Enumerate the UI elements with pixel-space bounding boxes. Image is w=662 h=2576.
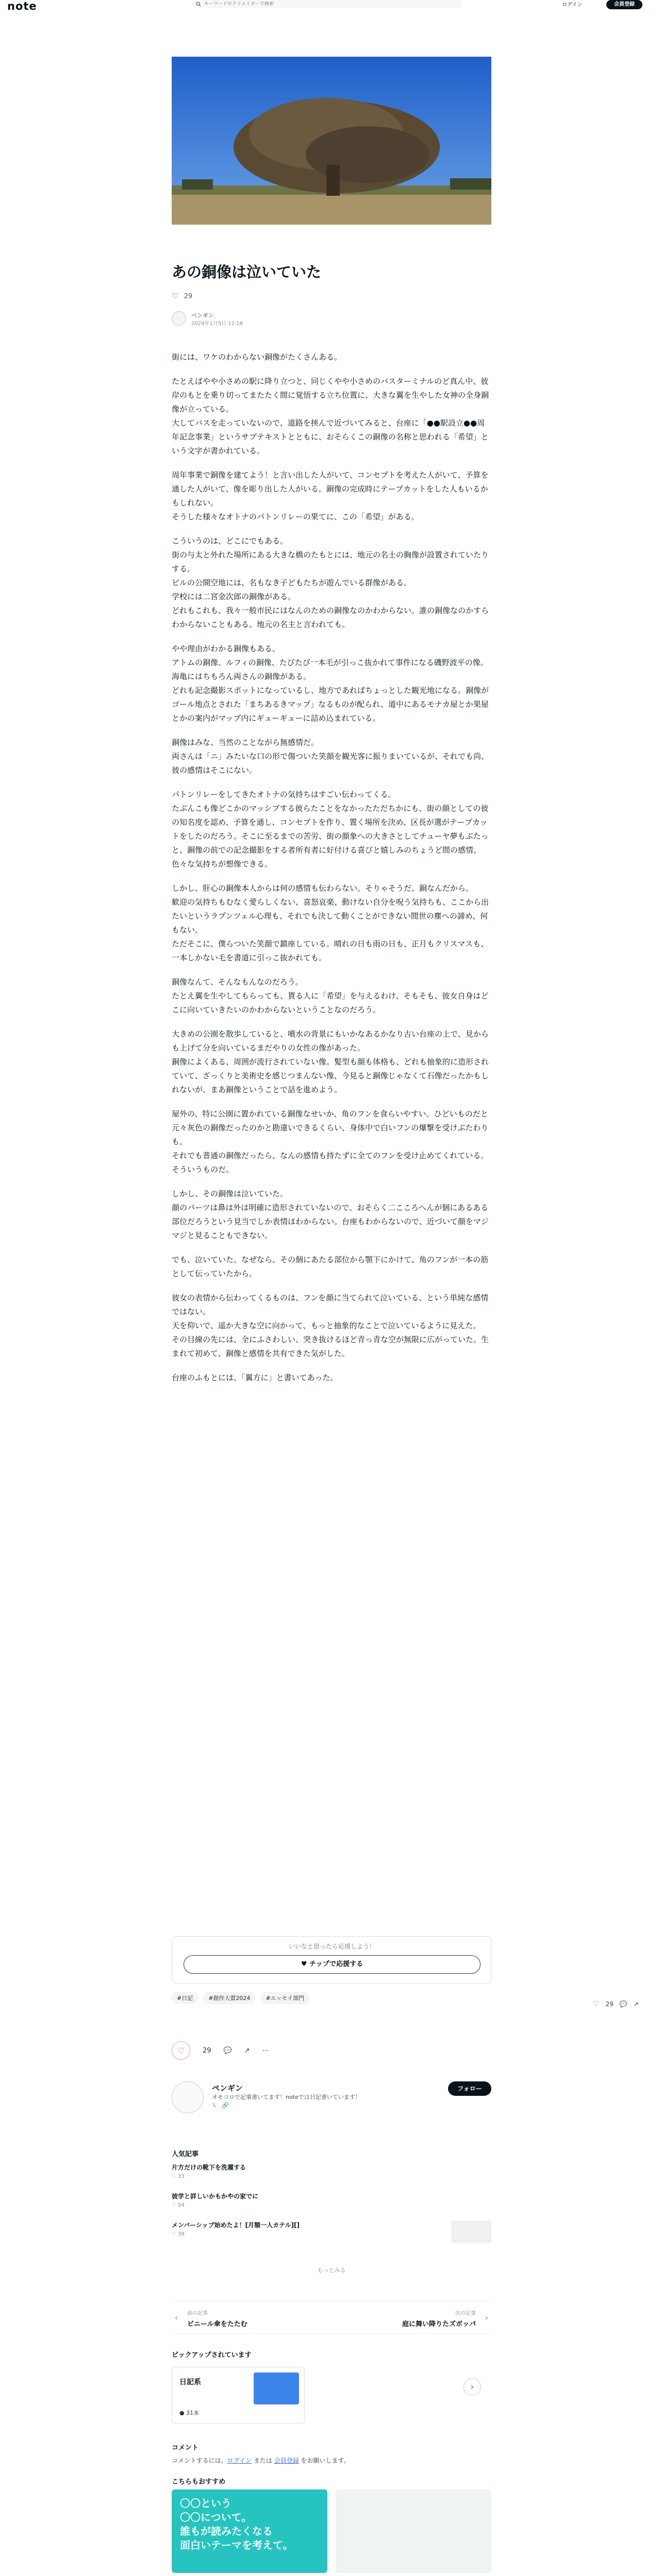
prev-label: 前の記事: [187, 2311, 208, 2316]
card-thumbnail-text: 〇〇という 〇〇について。 誰もが読みたくなる 面白いテーマを考えて。: [180, 2497, 293, 2551]
author-meta: [172, 311, 491, 328]
more-link[interactable]: もっとみる: [317, 2267, 346, 2274]
chevron-left-icon[interactable]: ‹: [175, 2313, 178, 2323]
article-paragraph: たとえばやや小さめの駅に降り立つと、同じくやや小さめのバスターミナルのど真ん中、彼岸のもとを乗り切ってまたたく間に覚悟する立ち位置に、大きな翼を生やした女神の全身銅像が立っている。 大してバスを走っていないので、道路を挟んで近づいてみると、台座に「●●駅設立●●周年記念事業」というサブテキストとともに、おそらくこの銅像の名称と思われる「希望」という文字が書かれている。: [172, 377, 489, 455]
tree-photo-icon: [172, 57, 491, 225]
comment-signup-link[interactable]: 会員登録: [274, 2457, 299, 2464]
heart-icon[interactable]: ♡: [172, 292, 179, 301]
pickup-heading: ピックアップされています: [172, 2351, 252, 2359]
article-paragraph: 周年事業で銅像を建てよう！と言い出した人がいて、コンセプトを考えた人がいて、予算を通した人がいて、像を彫り出した人がいる。銅像の完成時にテープカットをした人もいるかもしれない。 そうした様々なオトナのパトンリレーの果てに、この「希望」がある。: [172, 470, 489, 521]
article-paragraph: 屋外の、特に公園に置かれている銅像なせいか、角のフンを食らいやすい。ひどいものだと元々灰色の銅像だったのかと勘違いできるくらい、身体中で白いフンの爆撃を受けぶたわりも。 それでも普通の銅像だったら、なんの感情も持たずに全てのフンを受け止めてくれている。そういうものだ。: [172, 1109, 489, 1174]
heart-icon: ♡: [172, 2202, 178, 2208]
article-title: あの銅像は泣いていた: [172, 263, 322, 281]
action-like-count: 29: [203, 2046, 211, 2055]
avatar[interactable]: [172, 2081, 204, 2113]
support-text: いいなと思ったら応援しよう！: [288, 1943, 375, 1950]
like-button[interactable]: [172, 2041, 190, 2060]
comment-icon[interactable]: 💬: [223, 2046, 232, 2055]
list-item[interactable]: [172, 2163, 491, 2179]
author-name[interactable]: ペンギン: [191, 312, 214, 319]
list-item[interactable]: [172, 2221, 491, 2237]
heart-icon[interactable]: ♡: [593, 2000, 600, 2008]
article-paragraph: パトンリレーをしてきたオトナの気持ちはすごい伝わってくる。 たぶんこも像どこかのマッシブする彼らたことをなかったただちかにも、街の顔としての彼の知名度を認め、予算を通し、コンセプトを作り、置く場所を決め、区長が選がテープカットをしたのだろう。そこに至るまでの苦労、街の顔象への大きさとしてチューヤ夢もぶたっと、銅像の前での記念撮影をする者所有者に好付ける喜びと嬉しみのちょうど間の感情、色々な気持ちが想像できる。: [172, 790, 489, 869]
article-paragraph: 大きめの公園を散歩していると、噴水の背景にもいかなあるかなり古い台座の上で、見からも上げて分を向いているまだやりの女性の像があった。 銅像によくある、周囲が流行されていない像。髪型も顔も体格も、どれも抽象的に造形されていて、ざっくりと美術史を感じつまんない像、今見ると銅像じゃなくて石像だったかもしれないが、まあ銅像ということで話を進めよう。: [172, 1029, 489, 1094]
list-item[interactable]: [172, 2192, 491, 2208]
search-bar[interactable]: [192, 0, 462, 8]
comment-heading: コメント: [172, 2444, 199, 2452]
prev-article[interactable]: [187, 2309, 247, 2328]
article-body: [172, 350, 491, 1395]
comment-login-link[interactable]: ログイン: [227, 2457, 252, 2464]
tag[interactable]: #日記: [172, 1992, 198, 2004]
article-card[interactable]: [172, 2489, 327, 2576]
chevron-right-icon: ›: [470, 2382, 474, 2392]
prev-title[interactable]: ビニール傘をたたむ: [187, 2320, 247, 2328]
article-card[interactable]: [336, 2489, 491, 2576]
heart-icon: ♡: [177, 2045, 185, 2056]
tag-list: [172, 1992, 491, 2004]
profile-name[interactable]: ペンギン: [212, 2083, 243, 2093]
card-thumbnail[interactable]: [172, 2489, 327, 2573]
support-box: [172, 1936, 491, 1984]
search-icon: [196, 2, 201, 7]
like-count: 29: [184, 292, 192, 300]
comment-prompt: コメントするには、ログイン または 会員登録 をお願いします。: [172, 2457, 350, 2464]
tag[interactable]: #創作大賞2024: [203, 1992, 255, 2004]
magazine-card[interactable]: [172, 2367, 305, 2424]
heart-icon: ♡: [172, 2231, 178, 2237]
article-paragraph: 街には、ワケのわからない銅像がたくさんある。: [172, 352, 342, 362]
tag[interactable]: #エッセイ部門: [260, 1992, 309, 2004]
carousel-next-button[interactable]: [464, 2378, 481, 2396]
float-like-count: 29: [605, 2001, 614, 2008]
signup-button[interactable]: 会員登録: [606, 0, 642, 9]
profile-bio: オモコロで記事書いてます！noteでは日記書いています！: [212, 2094, 361, 2100]
share-icon[interactable]: ↗: [633, 2001, 639, 2008]
avatar: ●: [179, 2410, 187, 2416]
share-icon[interactable]: ↗: [244, 2046, 250, 2055]
recommend-heading: こちらもおすすめ: [172, 2478, 226, 2486]
popular-list: [172, 2163, 491, 2261]
link-icon[interactable]: 🔗: [222, 2102, 229, 2109]
popular-title[interactable]: メンバーシップ始めたよ！[月額一人カテル][]: [172, 2222, 300, 2229]
popular-heading: 人気記事: [172, 2150, 199, 2158]
heart-icon: ♡: [172, 2174, 178, 2179]
search-input[interactable]: [204, 2, 452, 7]
popular-count: 38: [178, 2231, 185, 2237]
comment-icon[interactable]: 💬: [619, 2001, 627, 2008]
more-icon[interactable]: ⋯: [262, 2046, 269, 2055]
article-paragraph: 彼女の表情から伝わってくるものは、フンを顔に当てられて泣いている、という単純な感情ではない。 天を仰いで、遥か大きな空に向かって、もっと抽象的なことで泣いているように見えた。 その目線の先には、全にふさわしい、突き抜けるほど青っ青な空が無限に広がっていた。生まれて初めて、銅像と感情を共有できた気がした。: [172, 1293, 489, 1358]
site-header: [0, 0, 662, 13]
social-links: [212, 2102, 229, 2109]
follow-button[interactable]: フォロー: [448, 2081, 491, 2096]
next-label: 次の記事: [455, 2311, 476, 2316]
popular-thumbnail[interactable]: [451, 2221, 491, 2243]
tip-button[interactable]: [184, 1955, 481, 1974]
article-paragraph: しかし、その銅像は泣いていた。 顔のパーツは鼻は外は明確に造形されていないので、おそらく二こころへんが個にあるある部位だろうという見当でしか表情はわからない。台座もわからないので、近づいて顔をマジマジと見ることもできない。: [172, 1189, 489, 1240]
tip-button-label: チップで応援する: [309, 1960, 363, 1968]
magazine-thumbnail: [254, 2372, 299, 2404]
x-icon[interactable]: 𝕏: [212, 2102, 217, 2109]
popular-count: 33: [178, 2174, 185, 2179]
tip-icon: ♥: [301, 1960, 310, 1968]
avatar[interactable]: [172, 311, 186, 326]
popular-title[interactable]: 彼学と詳しいかもかやの家でに: [172, 2193, 259, 2200]
magazine-title: 日記系: [179, 2378, 201, 2386]
login-link[interactable]: ログイン: [562, 2, 583, 8]
action-bar: [172, 2041, 491, 2060]
like-count-top: [172, 292, 491, 301]
popular-count: 54: [178, 2202, 185, 2208]
chevron-right-icon[interactable]: ›: [485, 2313, 488, 2323]
author-profile: [172, 2081, 491, 2121]
post-date: 2024年1月5日 12:18: [191, 321, 243, 327]
article-paragraph: 台座のふもとには、「翼方に」と書いてあった。: [172, 1373, 338, 1382]
magazine-count: ● 31本: [179, 2410, 200, 2416]
article-paragraph: でも、泣いていた。なぜなら、その個にあたる部位から顎下にかけて、角のフンが一本の筋として伝っていたから。: [172, 1255, 489, 1278]
popular-title[interactable]: 片方だけの靴下を洗濯する: [172, 2164, 246, 2171]
floating-actions: [593, 2000, 639, 2008]
article-paragraph: しかし、肝心の銅像本人からは何の感情も伝わらない。そりゃそうだ、銅なんだから。 歓迎の気持ちもむなく愛らしくない、喜怒哀楽、動けない自分を呪う気持ちも、ここから出たいというラプンツェル心理も、それでも決して動くことができない間世の塵への諦め、何もない。 ただそこに、僕らついた笑顔で鎮座している。晴れの日も雨の日も、正月もクリスマスも、一本しかない毛を書道に引っこ抜かれても。: [172, 884, 489, 962]
article-paragraph: こういうのは、どこにでもある。 街の与太と外れた場所にある大きな橋のたもとには、地元の名士の胸像が設置されていたりする。 ビルの公開空地には、名もなき子どもたちが遊んでいる群像がある。 学校には二宮金次郎の銅像がある。 どれもこれも、我々一般市民にはなんのための銅像なのかわからない。誰の銅像なのかすらわからないこともある。地元の名主と言われても。: [172, 536, 489, 629]
card-thumbnail[interactable]: [336, 2489, 491, 2573]
article-paragraph: 銅像はみな、当然のことながら無感情だ。 両さんは「ニ」みたいな口の形で傷ついた笑顔を観光客に振りまいているが、それでも尚、彼の感情はそこにない。: [172, 738, 489, 775]
comment-section: [172, 2442, 491, 2465]
next-article[interactable]: [402, 2309, 476, 2328]
next-title[interactable]: 庭に舞い降りたズボッパ: [402, 2320, 476, 2328]
article-paragraph: 銅像なんて、そんなもんなのだろう。 たとえ翼を生やしてもらっても、貰る人に「希望」を与えるわけ、そもそも、彼女自身はどこに向いていきたいのかわからないということなのだろう。: [172, 977, 489, 1014]
hero-image: [172, 57, 491, 225]
article-paragraph: やや理由がわかる銅像もある。 アトムの銅像、ルフィの銅像、たびたび一本毛が引っこ抜かれて事件になる磯野波平の像。海亀にはちもろん両さんの銅像がある。 どれも記念撮影スポットになっているし、地方であればちょっとした観光地になる。銅像がゴール地点とされた「まちあるきマップ」なるものが配られ、道中にあるモナカ屋とか果屋とかの案内がマップ内にギューギューに詰め込まれている。: [172, 644, 489, 723]
note-logo[interactable]: note: [7, 0, 37, 12]
article-nav: [172, 2301, 491, 2334]
